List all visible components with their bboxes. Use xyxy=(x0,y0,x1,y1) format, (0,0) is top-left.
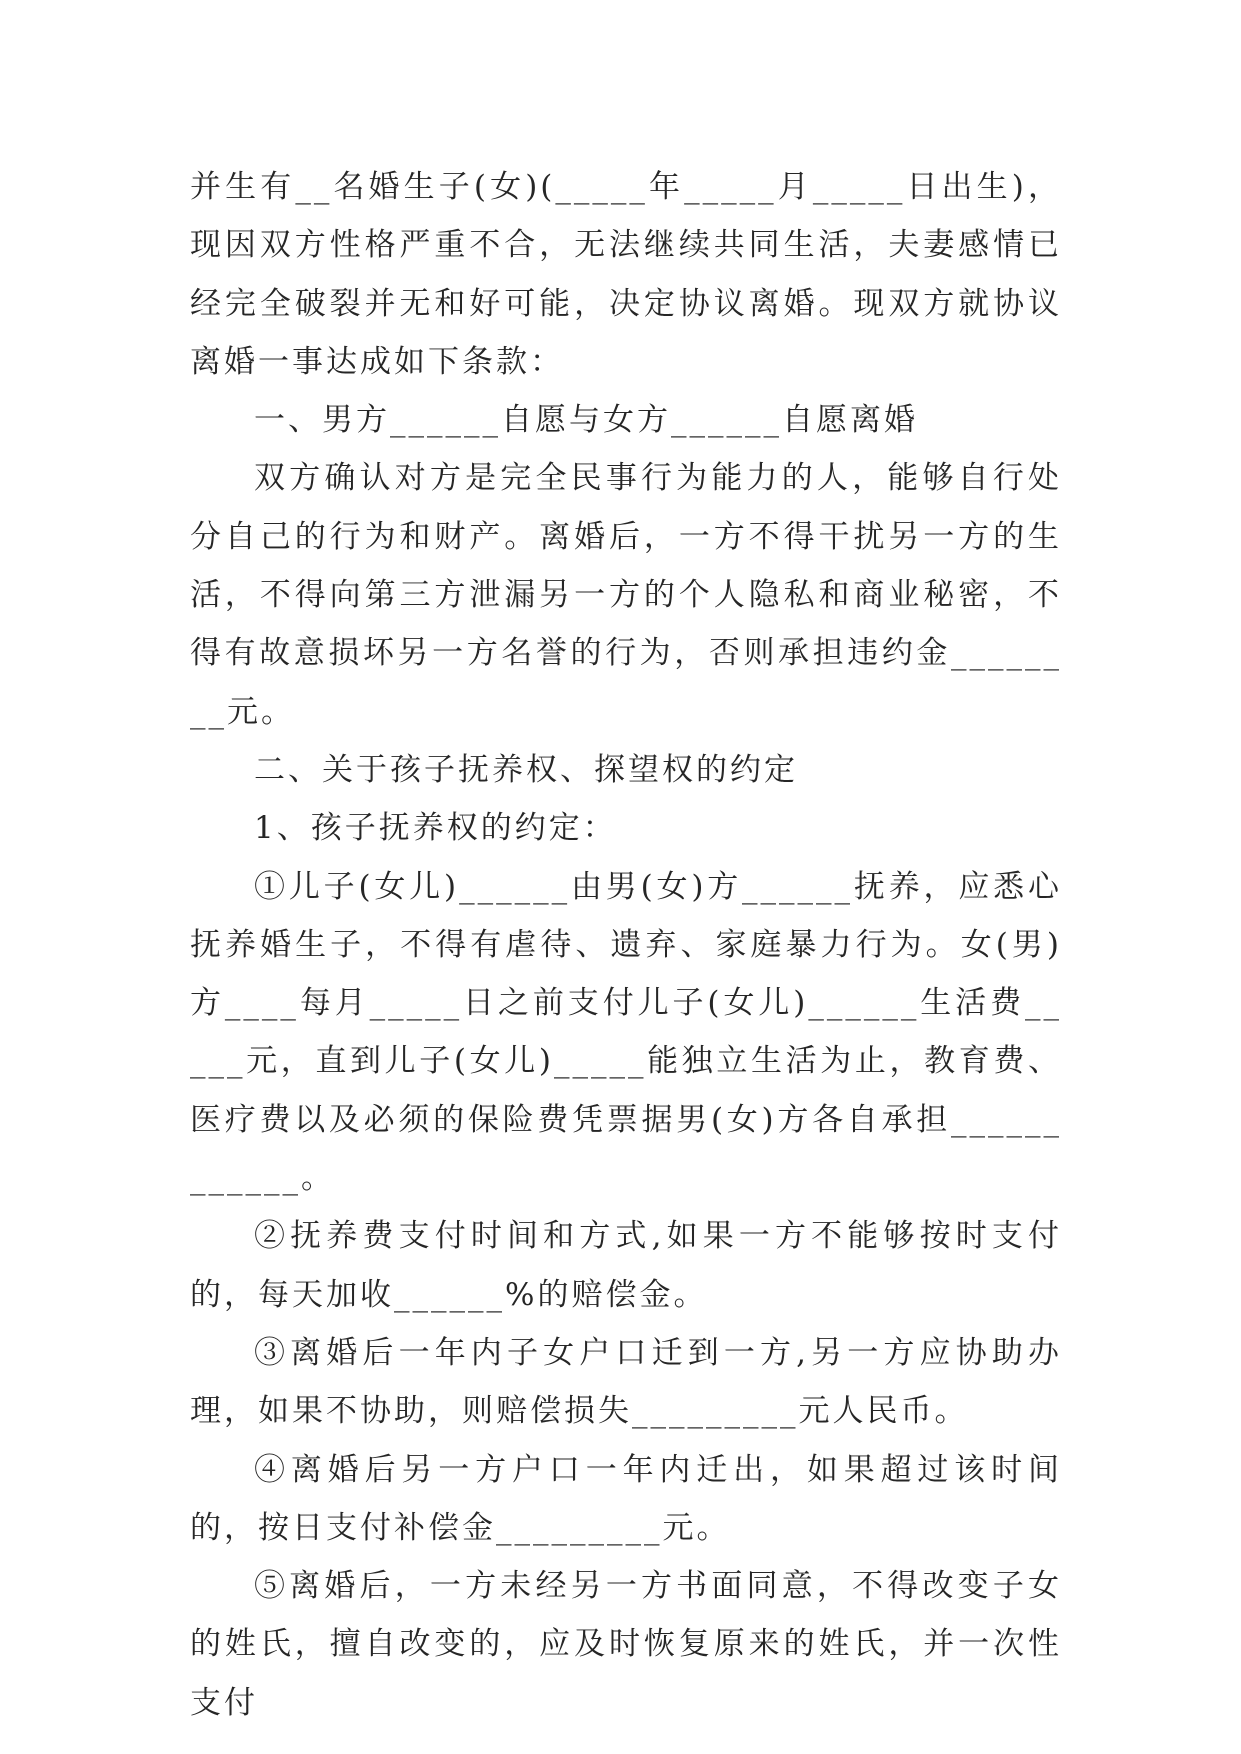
paragraph-intro: 并生有__名婚生子(女)(_____年_____月_____日出生)，现因双方性格严重不合，无法继续共同生活，夫妻感情已经完全破裂并无和好可能，决定协议离婚。现双方就协议离婚一事达成如下条款： xyxy=(190,169,1062,380)
clause-1-body: 双方确认对方是完全民事行为能力的人，能够自行处分自己的行为和财产。离婚后，一方不得干扰另一方的生活，不得向第三方泄漏另一方的个人隐私和商业秘密，不得有故意损坏另一方名誉的行为，否则承担违约金________元。 xyxy=(190,460,1062,730)
clause-2-1-heading: 1、孩子抚养权的约定： xyxy=(254,810,617,847)
clause-2-1-item-3: ③离婚后一年内子女户口迁到一方,另一方应协助办理，如果不协助，则赔偿损失_________元人民币。 xyxy=(190,1334,1062,1430)
clause-2-1-item-1: ①儿子(女儿)______由男(女)方______抚养，应悉心抚养婚生子，不得有虐待、遗弃、家庭暴力行为。女(男)方____每月_____日之前支付儿子(女儿)______生活费_____元，直到儿子(女儿)_____能独立生活为止，教育费、医疗费以及必须的保险费凭票据男(女)方各自承担____________。 xyxy=(190,868,1062,1197)
clause-2-1-item-4: ④离婚后另一方户口一年内迁出，如果超过该时间的，按日支付补偿金_________元。 xyxy=(190,1451,1062,1546)
clause-2-heading: 二、关于孩子抚养权、探望权的约定 xyxy=(254,751,798,788)
clause-2-1-item-5: ⑤离婚后，一方未经另一方书面同意，不得改变子女的姓氏，擅自改变的，应及时恢复原来的姓氏，并一次性支付 xyxy=(190,1568,1062,1721)
clause-1-heading: 一、男方______自愿与女方______自愿离婚 xyxy=(254,402,918,439)
document-body xyxy=(190,158,1062,1732)
clause-2-1-item-2: ②抚养费支付时间和方式,如果一方不能够按时支付的，每天加收______%的赔偿金。 xyxy=(190,1218,1062,1313)
